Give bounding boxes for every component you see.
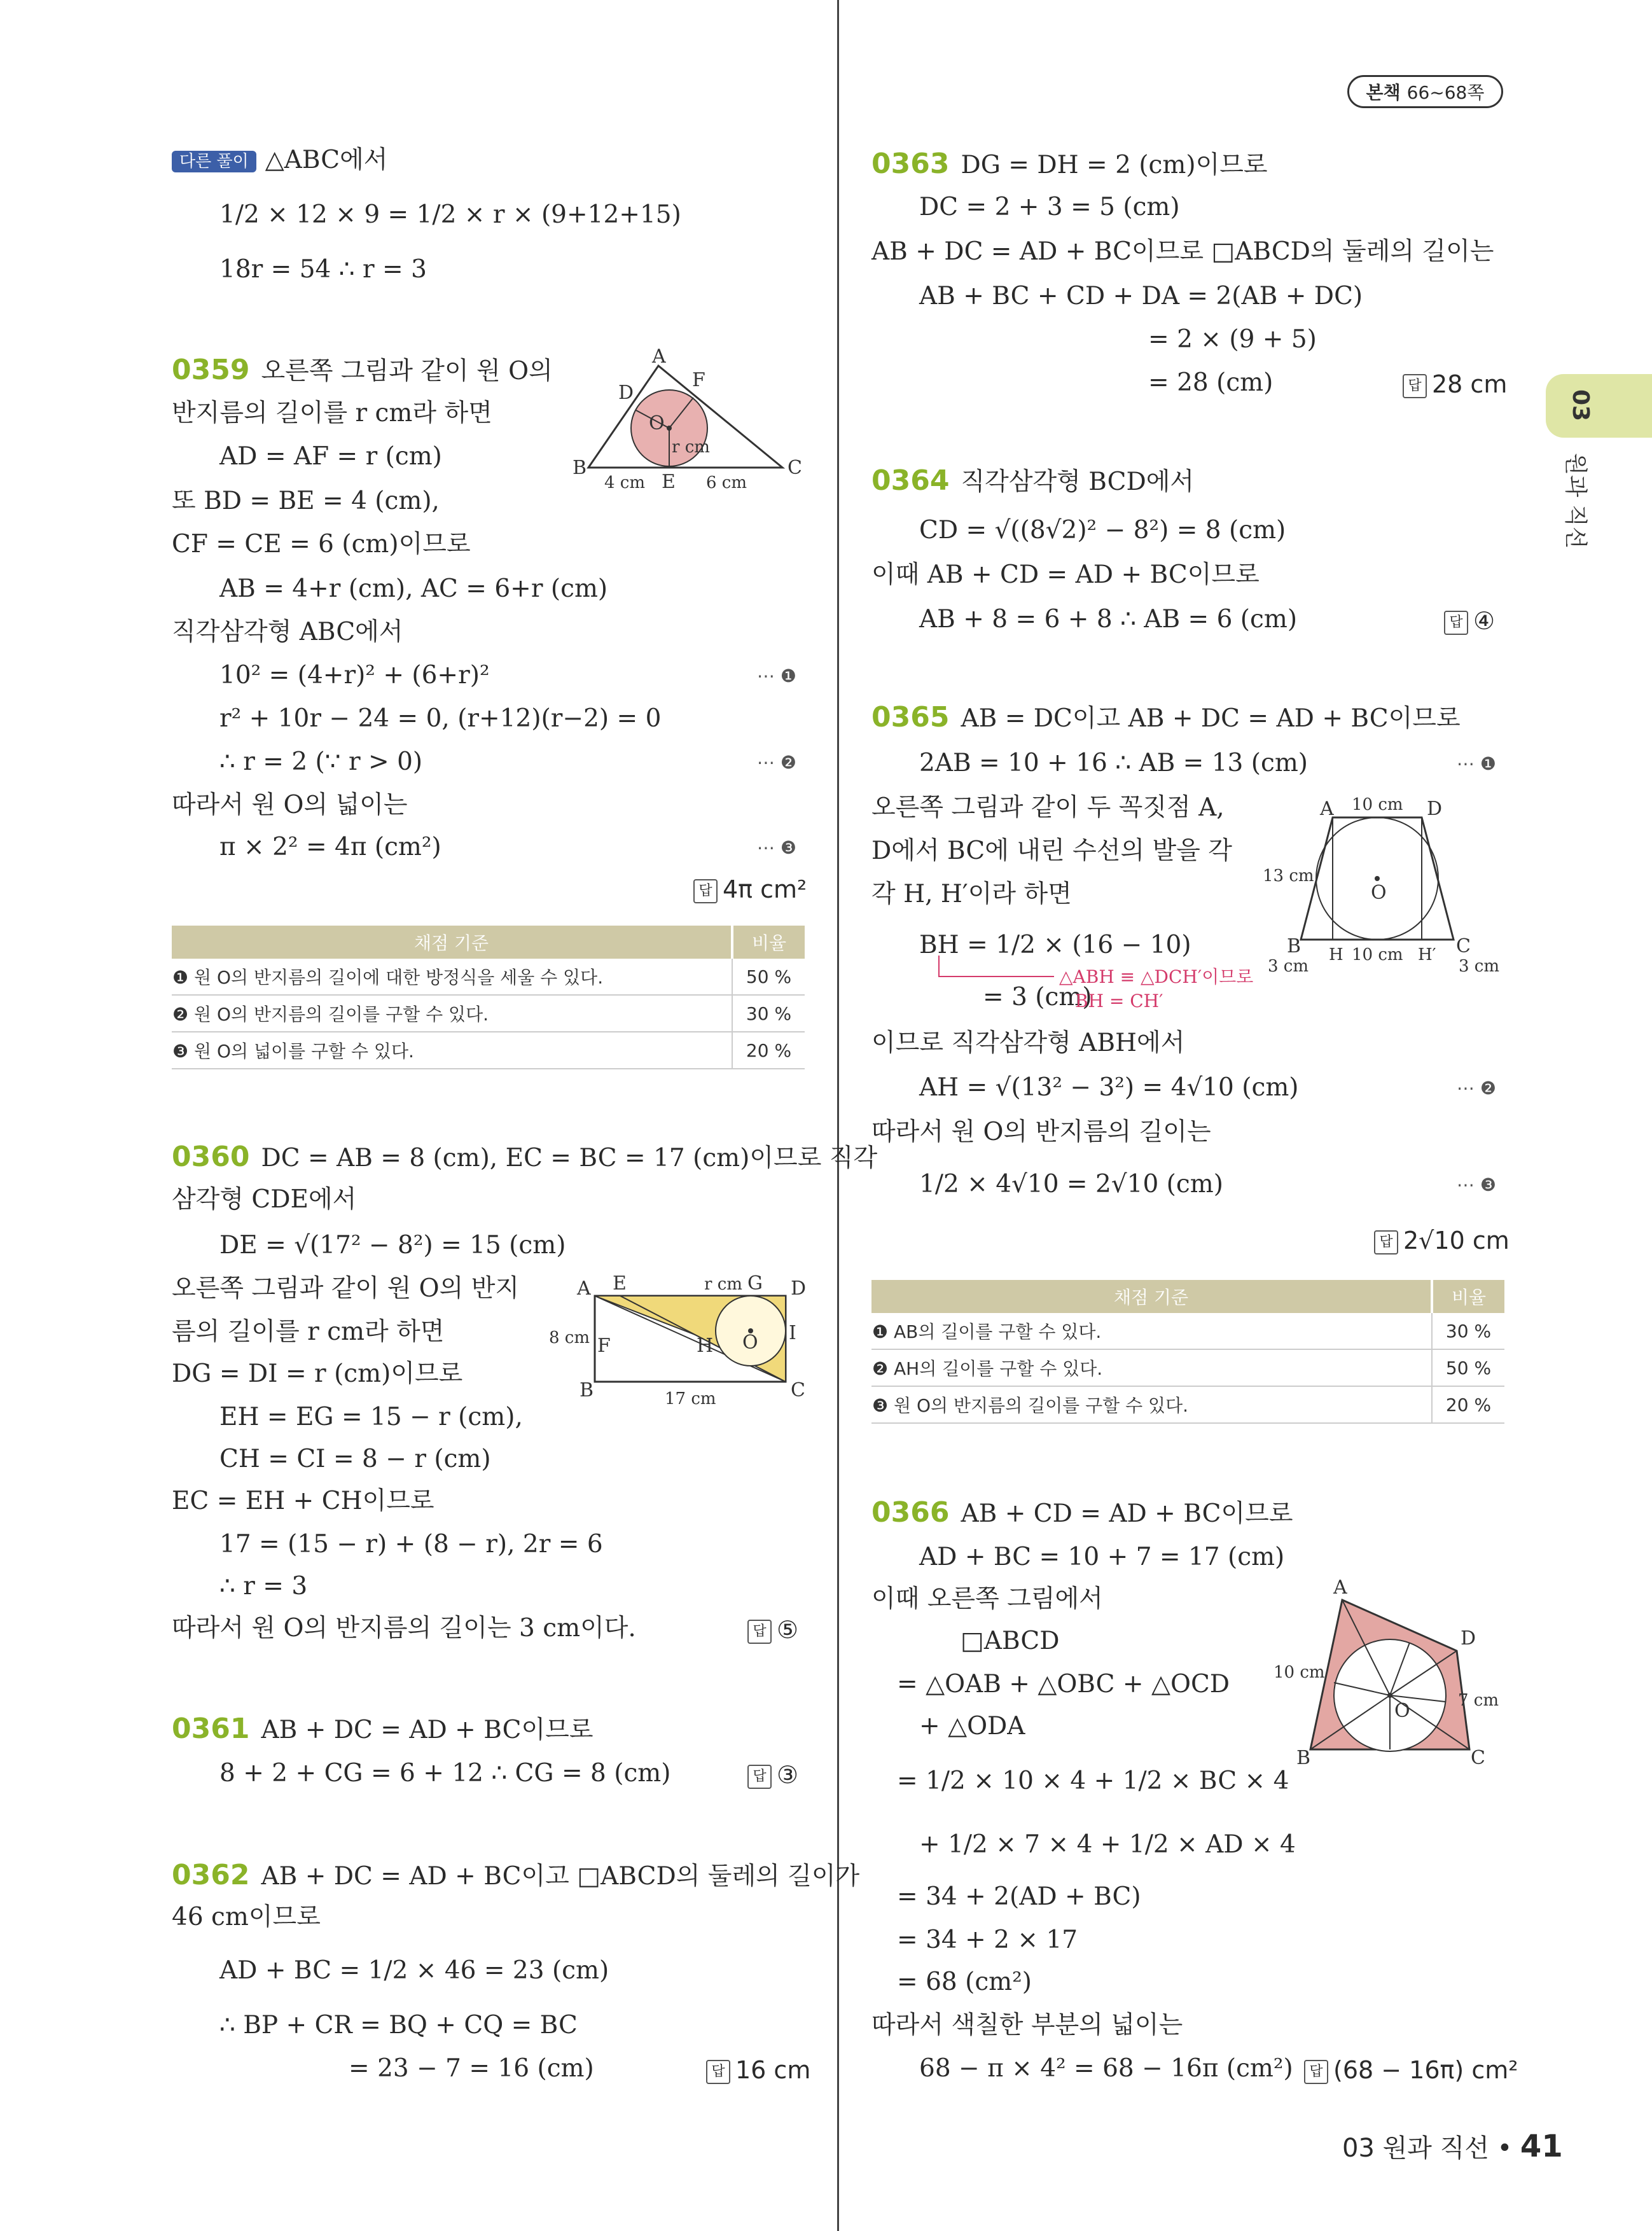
- problem-0366-line-10: = 68 (cm²): [897, 1968, 1032, 1996]
- problem-number-0361: 0361: [172, 1713, 250, 1745]
- problem-number-0359: 0359: [172, 354, 250, 386]
- problem-0366-line-11: 따라서 색칠한 부분의 넓이는: [871, 2011, 1183, 2040]
- problem-0360-line-4: 름의 길이를 r cm라 하면: [172, 1317, 445, 1346]
- problem-0364-line-0: 0364 직각삼각형 BCD에서: [871, 464, 1195, 497]
- problem-0362-line-3: ∴ BP + CR = BQ + CQ = BC: [219, 2011, 578, 2040]
- diagram-label: 6 cm: [706, 473, 747, 492]
- problem-0365-line-4: 각 H, H′이라 하면: [871, 880, 1072, 908]
- problem-number-0364: 0364: [871, 464, 950, 497]
- problem-0363-line-2: AB + DC = AD + BC이므로 □ABCD의 둘레의 길이는: [871, 237, 1494, 266]
- problem-0361-line-1: 8 + 2 + CG = 6 + 12 ∴ CG = 8 (cm): [219, 1759, 671, 1788]
- diagram-label: B: [1296, 1747, 1311, 1769]
- answer-0361: 답 ③: [747, 1761, 798, 1789]
- diagram-label: E: [662, 471, 676, 493]
- alt-solution-line-2: 18r = 54 ∴ r = 3: [219, 255, 427, 284]
- diagram-label: 10 cm: [1352, 795, 1403, 814]
- problem-0359-line-8: r² + 10r − 24 = 0, (r+12)(r−2) = 0: [219, 704, 662, 733]
- step-marker-2: ⋯ ❷: [757, 752, 797, 773]
- diagram-label: 17 cm: [665, 1389, 716, 1408]
- step-marker-3: ⋯ ❸: [1457, 1174, 1497, 1195]
- alt-solution-line-0: 다른 풀이 △ABC에서: [172, 148, 387, 172]
- problem-0366-line-9: = 34 + 2 × 17: [897, 1926, 1078, 1954]
- column-divider: [837, 0, 839, 2231]
- step-marker-3: ⋯ ❸: [757, 837, 797, 858]
- chapter-side-tab: [1546, 374, 1652, 438]
- alt-solution-line-1: 1/2 × 12 × 9 = 1/2 × r × (9+12+15): [219, 200, 681, 229]
- problem-0360-line-7: CH = CI = 8 − r (cm): [219, 1445, 491, 1473]
- diagram-label: D: [1461, 1627, 1476, 1650]
- problem-0360-line-10: ∴ r = 3: [219, 1572, 308, 1601]
- diagram-label: H: [1329, 945, 1343, 964]
- answer-icon: 답: [706, 2060, 730, 2084]
- diagram-label: r cm: [704, 1275, 742, 1294]
- problem-0366-line-4: = △OAB + △OBC + △OCD: [897, 1670, 1230, 1699]
- problem-0360-line-5: DG = DI = r (cm)이므로: [172, 1359, 463, 1388]
- problem-0360-line-1: 삼각형 CDE에서: [172, 1185, 357, 1214]
- problem-0362-line-0: 0362 AB + DC = AD + BC이고 □ABCD의 둘레의 길이가: [172, 1859, 860, 1891]
- step-marker-1: ⋯ ❶: [757, 665, 797, 686]
- answer-0359: 답 4π cm²: [693, 875, 807, 903]
- diagram-0359: [560, 347, 814, 499]
- problem-0359-line-7: 10² = (4+r)² + (6+r)²: [219, 661, 490, 690]
- problem-0364-line-2: 이때 AB + CD = AD + BC이므로: [871, 560, 1260, 589]
- problem-0359-line-2: AD = AF = r (cm): [219, 442, 442, 471]
- diagram-label: D: [791, 1277, 807, 1300]
- diagram-label: C: [1471, 1747, 1485, 1769]
- problem-0365-line-3: D에서 BC에 내린 수선의 발을 각: [871, 837, 1232, 865]
- problem-0363-line-3: AB + BC + CD + DA = 2(AB + DC): [919, 282, 1363, 310]
- problem-0360-line-8: EC = EH + CH이므로: [172, 1487, 434, 1515]
- problem-0360-line-11: 따라서 원 O의 반지름의 길이는 3 cm이다.: [172, 1614, 636, 1643]
- problem-0363-line-0: 0363 DG = DH = 2 (cm)이므로: [871, 148, 1268, 180]
- diagram-label: F: [597, 1335, 611, 1357]
- problem-0365-line-7: 이므로 직각삼각형 ABH에서: [871, 1029, 1185, 1057]
- answer-0364: 답 ④: [1444, 607, 1495, 635]
- diagram-label: C: [788, 457, 802, 479]
- step-marker-2: ⋯ ❷: [1457, 1078, 1497, 1099]
- problem-0365-line-9: 따라서 원 O의 반지름의 길이는: [871, 1118, 1211, 1146]
- problem-number-0366: 0366: [871, 1496, 950, 1529]
- answer-0365: 답 2√10 cm: [1374, 1227, 1510, 1255]
- diagram-label: 8 cm: [549, 1328, 590, 1347]
- diagram-0360: [544, 1269, 811, 1415]
- problem-0366-line-12: 68 − π × 4² = 68 − 16π (cm²): [919, 2054, 1293, 2083]
- diagram-0366: [1266, 1574, 1508, 1778]
- problem-0359-line-0: 0359 오른쪽 그림과 같이 원 O의: [172, 354, 553, 386]
- problem-0366-line-5: + △ODA: [919, 1712, 1025, 1741]
- diagram-label: E: [613, 1272, 627, 1295]
- page-footer: 03 원과 직선 • 41: [1342, 2129, 1563, 2164]
- problem-0359-line-4: CF = CE = 6 (cm)이므로: [172, 530, 471, 559]
- problem-0365-line-5: BH = 1/2 × (16 − 10): [919, 931, 1191, 959]
- problem-0362-line-1: 46 cm이므로: [172, 1903, 321, 1931]
- diagram-label: O: [742, 1331, 758, 1354]
- problem-0360-line-9: 17 = (15 − r) + (8 − r), 2r = 6: [219, 1530, 603, 1559]
- diagram-label: A: [577, 1277, 591, 1300]
- diagram-label: D: [618, 382, 634, 404]
- diagram-label: D: [1427, 798, 1443, 820]
- problem-number-0363: 0363: [871, 148, 950, 180]
- grading-table-0365: 채점 기준 비율 ❶ AB의 길이를 구할 수 있다. 30 % ❷ AH의 길이를 구할 수 있다. 50 % ❸ 원 O의 반지름의 길이를 구할 수 있다. 20 %: [871, 1280, 1504, 1424]
- answer-0363: 답 28 cm: [1403, 370, 1507, 398]
- problem-0362-line-2: AD + BC = 1/2 × 46 = 23 (cm): [219, 1956, 609, 1985]
- answer-icon: 답: [1304, 2060, 1328, 2084]
- problem-0359-line-5: AB = 4+r (cm), AC = 6+r (cm): [219, 574, 608, 603]
- problem-0366-line-8: = 34 + 2(AD + BC): [897, 1882, 1141, 1911]
- problem-0365-line-1: 2AB = 10 + 16 ∴ AB = 13 (cm): [919, 749, 1308, 777]
- diagram-label: O: [1371, 882, 1387, 904]
- problem-0359-line-11: π × 2² = 4π (cm²): [219, 833, 441, 861]
- problem-0359-line-6: 직각삼각형 ABC에서: [172, 618, 403, 646]
- diagram-label: C: [1456, 935, 1471, 957]
- diagram-label: 3 cm: [1268, 957, 1309, 976]
- answer-icon: 답: [1374, 1230, 1398, 1255]
- diagram-label: I: [789, 1322, 796, 1344]
- diagram-label: O: [1394, 1700, 1410, 1722]
- diagram-label: G: [747, 1272, 763, 1295]
- diagram-label: 10 cm: [1352, 945, 1403, 964]
- problem-0359-line-1: 반지름의 길이를 r cm라 하면: [172, 399, 492, 427]
- diagram-label: A: [652, 347, 666, 368]
- problem-0365-line-0: 0365 AB = DC이고 AB + DC = AD + BC이므로: [871, 701, 1461, 733]
- problem-0366-line-6: = 1/2 × 10 × 4 + 1/2 × BC × 4: [897, 1767, 1289, 1795]
- note-connector: [946, 976, 1054, 977]
- problem-number-0365: 0365: [871, 701, 950, 733]
- problem-0363-line-4: = 2 × (9 + 5): [1148, 325, 1317, 354]
- diagram-label: H: [697, 1335, 714, 1357]
- problem-0366-line-0: 0366 AB + CD = AD + BC이므로: [871, 1496, 1293, 1529]
- problem-0360-line-0: 0360 DC = AB = 8 (cm), EC = BC = 17 (cm)이므로 직각: [172, 1141, 878, 1173]
- diagram-label: 10 cm: [1274, 1663, 1325, 1682]
- chapter-title: 원과 직선: [1562, 453, 1588, 549]
- diagram-label: 4 cm: [604, 473, 646, 492]
- diagram-0365: [1263, 792, 1517, 983]
- problem-0359-line-10: 따라서 원 O의 넓이는: [172, 791, 408, 819]
- diagram-label: 13 cm: [1263, 866, 1314, 886]
- step-marker-1: ⋯ ❶: [1457, 753, 1497, 774]
- problem-0366-line-3: □ABCD: [961, 1627, 1060, 1655]
- answer-icon: 답: [1403, 374, 1427, 398]
- answer-icon: 답: [747, 1620, 772, 1644]
- answer-icon: 답: [693, 879, 718, 903]
- chapter-number: 03: [1567, 389, 1593, 422]
- problem-0365-line-8: AH = √(13² − 3²) = 4√10 (cm): [919, 1073, 1299, 1102]
- grading-table-0359: 채점 기준 비율 ❶ 원 O의 반지름의 길이에 대한 방정식을 세울 수 있다. 50 % ❷ 원 O의 반지름의 길이를 구할 수 있다. 30 % ❸ 원 O의 넓이를 구할 수 있다. 20 %: [172, 926, 805, 1069]
- problem-0363-line-5: = 28 (cm): [1148, 368, 1274, 397]
- page-number: 41: [1520, 2129, 1563, 2164]
- problem-0360-line-6: EH = EG = 15 − r (cm),: [219, 1403, 523, 1431]
- problem-number-0362: 0362: [172, 1859, 250, 1891]
- problem-0366-line-7: + 1/2 × 7 × 4 + 1/2 × AD × 4: [919, 1830, 1296, 1859]
- problem-0365-line-2: 오른쪽 그림과 같이 두 꼭짓점 A,: [871, 793, 1225, 822]
- answer-0362: 답 16 cm: [706, 2056, 810, 2084]
- problem-0365-note-0: △ABH ≡ △DCH′이므로: [1059, 966, 1254, 987]
- diagram-label: O: [649, 412, 665, 434]
- problem-0365-note-1: BH = CH′: [1075, 990, 1163, 1011]
- problem-0365-line-10: 1/2 × 4√10 = 2√10 (cm): [919, 1170, 1223, 1199]
- problem-0365-line-6: = 3 (cm): [983, 983, 1092, 1011]
- answer-0366: 답 (68 − 16π) cm²: [1304, 2056, 1518, 2084]
- problem-0360-line-2: DE = √(17² − 8²) = 15 (cm): [219, 1231, 566, 1260]
- page-reference-badge: 본책 66~68쪽: [1347, 75, 1503, 108]
- diagram-label: B: [573, 457, 587, 479]
- diagram-label: 7 cm: [1458, 1691, 1499, 1710]
- problem-0364-line-1: CD = √((8√2)² − 8²) = 8 (cm): [919, 516, 1286, 545]
- diagram-label: C: [791, 1379, 805, 1401]
- problem-0362-line-4: = 23 − 7 = 16 (cm): [349, 2054, 594, 2083]
- problem-0366-line-2: 이때 오른쪽 그림에서: [871, 1585, 1103, 1613]
- alt-solution-badge: 다른 풀이: [172, 151, 256, 172]
- note-connector: [938, 956, 947, 977]
- answer-0360: 답 ⑤: [747, 1616, 798, 1644]
- problem-0366-line-1: AD + BC = 10 + 7 = 17 (cm): [919, 1543, 1285, 1571]
- diagram-label: B: [1287, 935, 1301, 957]
- problem-0359-line-3: 또 BD = BE = 4 (cm),: [172, 487, 440, 515]
- answer-icon: 답: [1444, 611, 1468, 635]
- problem-number-0360: 0360: [172, 1141, 250, 1173]
- diagram-label: A: [1333, 1576, 1347, 1599]
- diagram-label: r cm: [672, 438, 710, 457]
- answer-icon: 답: [747, 1765, 772, 1789]
- problem-0361-line-0: 0361 AB + DC = AD + BC이므로: [172, 1713, 593, 1745]
- problem-0363-line-1: DC = 2 + 3 = 5 (cm): [919, 193, 1180, 221]
- problem-0359-line-9: ∴ r = 2 (∵ r > 0): [219, 747, 423, 776]
- diagram-label: B: [580, 1379, 594, 1401]
- problem-0360-line-3: 오른쪽 그림과 같이 원 O의 반지: [172, 1274, 520, 1303]
- problem-0364-line-3: AB + 8 = 6 + 8 ∴ AB = 6 (cm): [919, 605, 1298, 634]
- diagram-label: F: [692, 369, 705, 391]
- diagram-label: H′: [1418, 945, 1436, 964]
- diagram-label: 3 cm: [1459, 957, 1500, 976]
- diagram-label: A: [1320, 798, 1334, 820]
